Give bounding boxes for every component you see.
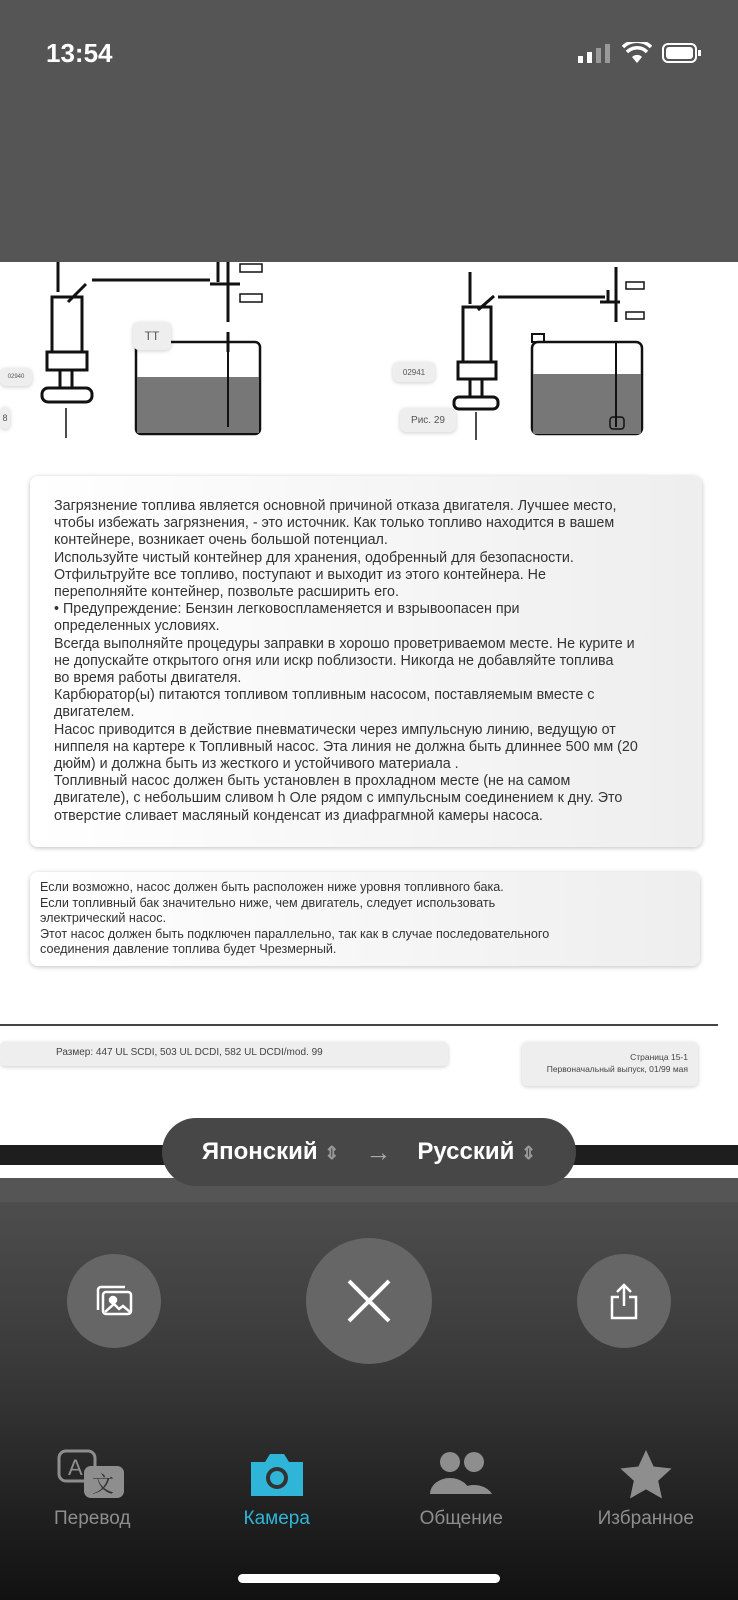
language-selector[interactable] bbox=[162, 1118, 576, 1186]
svg-text:文: 文 bbox=[92, 1473, 115, 1498]
footer-page-info bbox=[522, 1042, 698, 1086]
chevron-updown-icon: ⇕ bbox=[521, 1143, 537, 1163]
close-icon bbox=[346, 1278, 392, 1324]
fuel-system-diagram-left bbox=[0, 262, 320, 442]
translate-icon bbox=[56, 1448, 128, 1500]
fuel-system-diagram-right bbox=[440, 262, 700, 442]
wifi-icon bbox=[622, 42, 652, 64]
chevron-updown-icon: ⇕ bbox=[324, 1143, 340, 1163]
figure-label: 8 bbox=[0, 407, 10, 429]
page-number: Страница 15-1 bbox=[630, 1052, 688, 1062]
home-indicator[interactable] bbox=[238, 1574, 500, 1583]
target-language-button[interactable]: Русский ⇕ bbox=[417, 1138, 537, 1165]
tab-bar bbox=[0, 1448, 738, 1530]
share-button[interactable] bbox=[577, 1254, 671, 1348]
arrow-right-icon: → bbox=[365, 1136, 392, 1167]
paragraph-secondary: Если возможно, насос должен быть расположен ниже уровня топливного бака. Если топливный бак значительно ниже, чем двигатель, следует использовать электрический насос. Этот насос должен быть подключен параллельно, так как в случае последовательного соединения давление топлива будет Чрезмерный. bbox=[40, 880, 550, 956]
source-language-button[interactable]: Японский ⇕ bbox=[201, 1138, 340, 1165]
close-button[interactable] bbox=[306, 1238, 432, 1364]
cellular-signal-icon bbox=[578, 43, 612, 63]
figure-label: 02941 bbox=[393, 362, 435, 382]
figure-label: Рис. 29 bbox=[400, 408, 456, 432]
battery-icon bbox=[662, 43, 702, 63]
tab-camera[interactable]: Камера bbox=[185, 1448, 370, 1530]
tab-translate[interactable]: A 文 Перевод bbox=[0, 1448, 185, 1530]
photo-library-button[interactable] bbox=[67, 1254, 161, 1348]
camera-icon bbox=[247, 1448, 307, 1500]
share-icon bbox=[609, 1282, 639, 1320]
conversation-icon bbox=[428, 1448, 494, 1500]
tab-favorites[interactable]: Избранное bbox=[554, 1448, 738, 1530]
figure-label: 02940 bbox=[0, 368, 32, 386]
photo-library-icon bbox=[94, 1284, 134, 1318]
translated-text-block bbox=[30, 872, 700, 966]
tab-conversation[interactable]: Общение bbox=[369, 1448, 554, 1530]
star-icon bbox=[618, 1448, 674, 1500]
paragraph-main: Загрязнение топлива является основной причиной отказа двигателя. Лучшее место, чтобы избежать загрязнения, - это источник. Как только топливо находится в вашем контейнере, возникает очень большой потенциал. Используйте чистый контейнер для хранения, одобренный для безопасности. Отфильтруйте все топливо, поступают и выходит из этого контейнера. Не переполняйте контейнер, позвольте расширить его. • Предупреждение: Бензин легковоспламеняется и взрывоопасен при определенных условиях. Всегда выполняйте процедуры заправки в хорошо проветриваемом месте. Не курите и не допускайте открытого огня или искр поблизости. Никогда не добавляйте топлива во время работы двигателя. Карбюратор(ы) питаются топливом топливным насосом, поставляемым вместе с двигателем. Насос приводится в действие пневматически через импульсную линию, ведущую от ниппеля на картере к Топливный насос. Эта линия не должна быть длиннее 500 мм (20 дюйм) и должна быть из жесткого и устойчивого материала . Топливный насос должен быть установлен в прохладном месте (не на самом двигателе), с небольшим сливом h Оле рядом с импульсным соединением к дну. Это отверстие сливает масляный конденсат из диафрагмной камеры насоса. bbox=[54, 498, 638, 824]
divider bbox=[0, 1024, 718, 1026]
figure-label: ТТ bbox=[133, 322, 171, 350]
svg-text:A: A bbox=[68, 1455, 83, 1480]
issue-date: Первоначальный выпуск, 01/99 мая bbox=[546, 1064, 688, 1074]
status-bar bbox=[0, 0, 738, 262]
footer-model bbox=[0, 1042, 448, 1066]
translated-text-block bbox=[30, 476, 702, 847]
footer-model-text: Размер: 447 UL SCDI, 503 UL DCDI, 582 UL DCDI/mod. 99 bbox=[56, 1047, 323, 1058]
clock: 13:54 bbox=[46, 38, 113, 68]
